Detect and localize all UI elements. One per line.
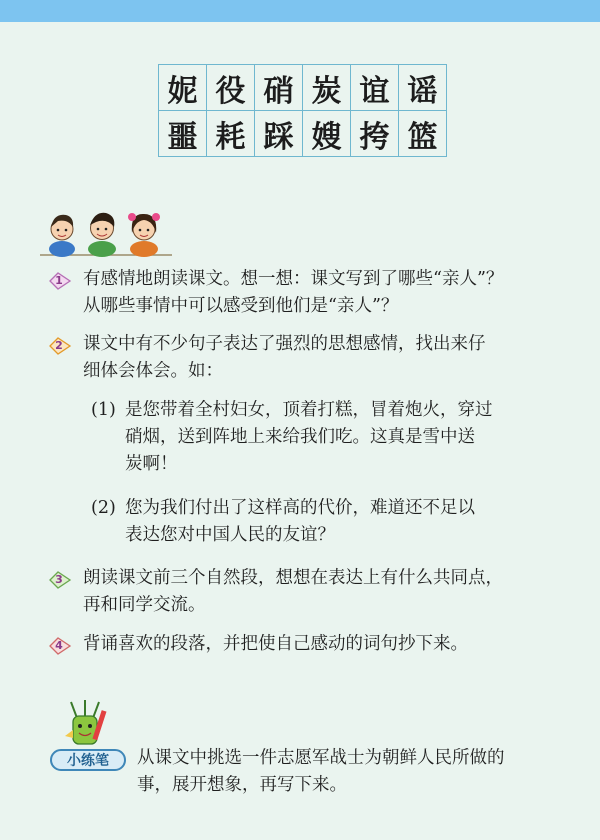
- new-characters-grid: [158, 64, 447, 157]
- char-cell: 踩: [255, 111, 303, 157]
- example-label: (1): [91, 400, 116, 420]
- question-number-badge: [48, 571, 72, 589]
- pencil-mascot-icon: [57, 698, 113, 754]
- question-number: 2: [55, 339, 63, 352]
- question-number-badge: [48, 272, 72, 290]
- char-cell: 谣: [399, 65, 447, 111]
- students-illustration: [40, 203, 172, 259]
- question-text: 朗读课文前三个自然段，想想在表达上有什么共同点， 再和同学交流。: [83, 568, 503, 615]
- question-number-badge: [48, 637, 72, 655]
- char-cell: 妮: [159, 65, 207, 111]
- practice-text: 从课文中挑选一件志愿军战士为朝鲜人民所做的 事，展开想象，再写下来。: [137, 748, 505, 795]
- char-cell: 噩: [159, 111, 207, 157]
- char-cell: 谊: [351, 65, 399, 111]
- question-number: 1: [55, 274, 63, 287]
- question-text: 背诵喜欢的段落，并把使自己感动的词句抄下来。: [83, 634, 468, 654]
- example-text: 您为我们付出了这样高的代价，难道还不足以 表达您对中国人民的友谊？: [125, 498, 475, 545]
- char-cell: 挎: [351, 111, 399, 157]
- char-cell: 役: [207, 65, 255, 111]
- char-cell: 耗: [207, 111, 255, 157]
- char-cell: 硝: [255, 65, 303, 111]
- char-cell: 嫂: [303, 111, 351, 157]
- char-cell: 炭: [303, 65, 351, 111]
- example-text: 是您带着全村妇女，顶着打糕，冒着炮火，穿过 硝烟，送到阵地上来给我们吃。这真是雪中送 炭啊！: [125, 400, 493, 474]
- question-text: 课文中有不少句子表达了强烈的思想感情，找出来仔 细体会体会。如：: [83, 334, 486, 381]
- practice-badge: 小练笔: [50, 749, 126, 771]
- question-number-badge: [48, 337, 72, 355]
- question-number: 4: [55, 639, 63, 652]
- char-cell: 篮: [399, 111, 447, 157]
- example-label: (2): [91, 498, 116, 518]
- top-color-bar: [0, 0, 600, 22]
- question-number: 3: [55, 573, 63, 586]
- question-text: 有感情地朗读课文。想一想：课文写到了哪些“亲人”？ 从哪些事情中可以感受到他们是“亲人”？: [83, 269, 504, 316]
